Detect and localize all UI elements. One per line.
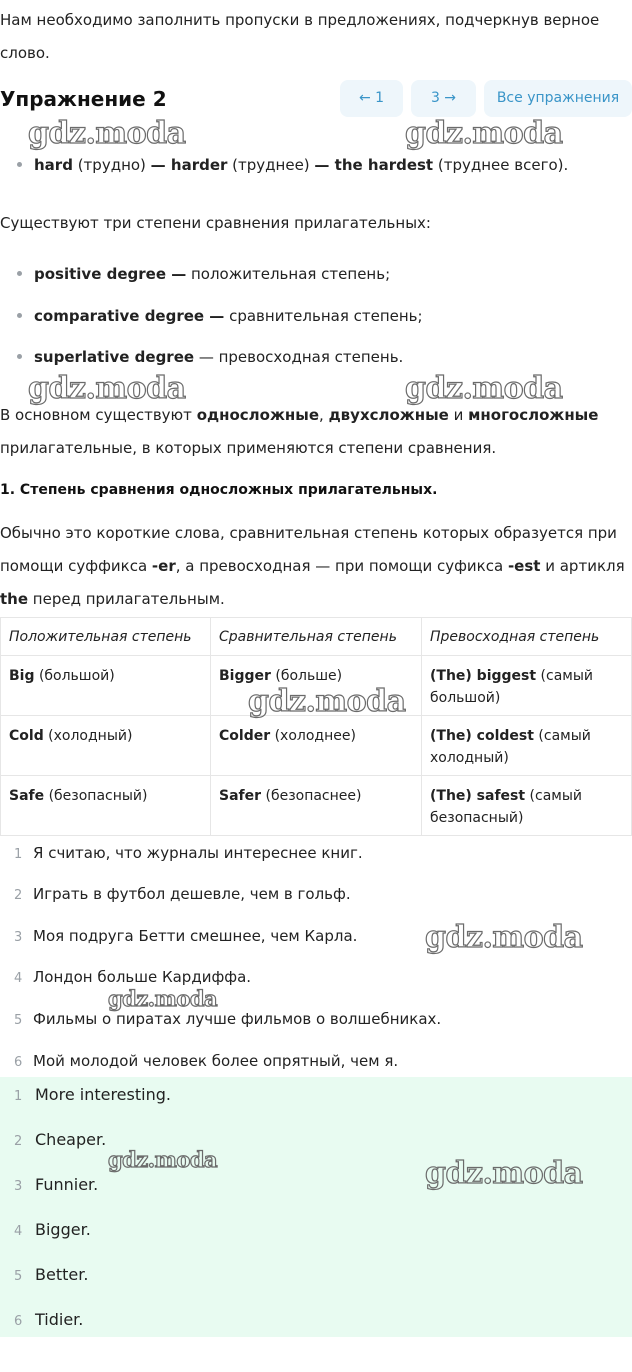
- text-span: перед прилагательным.: [28, 590, 225, 608]
- text-span: , а превосходная — при помощи суфикса: [175, 557, 508, 575]
- comparative: Bigger: [219, 668, 271, 684]
- list-item: [0, 1050, 632, 1074]
- text-span: ,: [319, 406, 329, 424]
- bullet-dot-icon: [17, 162, 22, 167]
- list-item: [0, 842, 632, 866]
- text-span: Обычно это короткие слова, сравнительная степень которых образуется при помощи суффикса: [0, 524, 617, 575]
- watermark: gdz.moda: [108, 986, 218, 1011]
- answer-text: Funnier.: [35, 1175, 99, 1194]
- answer-text: Cheaper.: [35, 1130, 107, 1149]
- answer-block: [0, 1077, 632, 1337]
- table-header-row: [1, 618, 632, 656]
- bullet-dot-icon: [17, 313, 22, 318]
- degree-description: — превосходная степень.: [194, 348, 404, 366]
- table-row: [1, 716, 632, 776]
- list-item: [0, 1084, 171, 1108]
- degrees-intro: Существуют три степени сравнения прилагательных:: [0, 214, 431, 232]
- translation: (самый безопасный): [430, 788, 582, 826]
- degree-term: positive degree —: [34, 265, 187, 283]
- watermark: gdz.moda: [248, 684, 406, 719]
- list-item: [0, 1008, 632, 1032]
- item-number: 2: [14, 888, 23, 903]
- table-cell: [1, 776, 211, 836]
- exercise-title: Упражнение 2: [0, 87, 167, 111]
- answer-text: Tidier.: [35, 1310, 84, 1329]
- section-title: 1. Степень сравнения односложных прилагательных.: [0, 482, 438, 498]
- table-row: [1, 656, 632, 716]
- hardest-translation: (труднее всего).: [433, 156, 569, 174]
- table-cell: [211, 716, 422, 776]
- translation: (самый холодный): [430, 728, 591, 766]
- harder-word: — harder: [150, 156, 228, 174]
- all-exercises-button[interactable]: Все упражнения: [484, 80, 632, 117]
- list-item: [0, 883, 632, 907]
- task-text: Играть в футбол дешевле, чем в гольф.: [33, 885, 351, 903]
- task-text: Мой молодой человек более опрятный, чем я.: [33, 1052, 399, 1070]
- watermark: gdz.moda: [405, 116, 563, 151]
- list-item: [0, 1129, 106, 1153]
- degree-description: положительная степень;: [186, 265, 391, 283]
- degree-description: сравнительная степень;: [224, 307, 423, 325]
- table-cell: [1, 716, 211, 776]
- table-header: Сравнительная степень: [211, 618, 422, 656]
- item-number: 4: [14, 1224, 23, 1239]
- degree-term: comparative degree —: [34, 307, 225, 325]
- translation: (холоднее): [270, 728, 356, 744]
- item-number: 4: [14, 971, 23, 986]
- next-exercise-button[interactable]: 3 →: [411, 80, 476, 117]
- text-span: и артикля: [540, 557, 625, 575]
- comparison-table: [0, 617, 632, 836]
- translation: (безопасный): [44, 788, 148, 804]
- table-cell: [422, 776, 632, 836]
- degree-item: [0, 305, 423, 327]
- polysyllabic-term: многосложные: [468, 406, 599, 424]
- adjective-types-paragraph: [0, 399, 625, 465]
- item-number: 2: [14, 1134, 23, 1149]
- hard-word: hard: [34, 156, 73, 174]
- text-span: В основном существуют: [0, 406, 197, 424]
- text-span: и: [448, 406, 469, 424]
- comparative: Safer: [219, 788, 262, 804]
- list-item: [0, 1174, 98, 1198]
- translation: (больше): [270, 668, 343, 684]
- table-cell: [211, 656, 422, 716]
- item-number: 5: [14, 1013, 23, 1028]
- list-item: [0, 925, 632, 949]
- list-item: [0, 1309, 83, 1333]
- table-cell: [211, 776, 422, 836]
- monosyllabic-term: односложные: [196, 406, 320, 424]
- exercise-header: [0, 80, 632, 118]
- hardest-word: — the hardest: [314, 156, 434, 174]
- table-cell: [422, 716, 632, 776]
- item-number: 6: [14, 1314, 23, 1329]
- watermark: gdz.moda: [28, 116, 186, 151]
- adjective: Big: [9, 668, 35, 684]
- harder-translation: (труднее): [227, 156, 315, 174]
- task-text: Моя подруга Бетти смешнее, чем Карла.: [33, 927, 358, 945]
- item-number: 3: [14, 1179, 23, 1194]
- item-number: 1: [14, 1089, 23, 1104]
- adjective: Safe: [9, 788, 45, 804]
- table-cell: [1, 656, 211, 716]
- instruction-text: Нам необходимо заполнить пропуски в предложениях, подчеркнув верное слово.: [0, 11, 600, 62]
- superlative: (The) biggest: [430, 668, 537, 684]
- rule-paragraph: [0, 517, 625, 616]
- table-header: Положительная степень: [1, 618, 211, 656]
- list-item: [0, 1219, 91, 1243]
- task-text: Лондон больше Кардиффа.: [33, 968, 252, 986]
- list-item: [0, 966, 632, 990]
- answer-text: More interesting.: [35, 1085, 171, 1104]
- translation: (холодный): [43, 728, 133, 744]
- bullet-dot-icon: [17, 271, 22, 276]
- bullet-dot-icon: [17, 354, 22, 359]
- item-number: 5: [14, 1269, 23, 1284]
- table-row: [1, 776, 632, 836]
- suffix-er: -er: [151, 557, 176, 575]
- comparative: Colder: [219, 728, 271, 744]
- translation: (безопаснее): [261, 788, 362, 804]
- translation: (самый большой): [430, 668, 593, 706]
- item-number: 6: [14, 1055, 23, 1070]
- watermark: gdz.moda: [28, 371, 186, 406]
- degree-item: [0, 263, 390, 285]
- disyllabic-term: двухсложные: [328, 406, 449, 424]
- answer-text: Bigger.: [35, 1220, 91, 1239]
- degree-item: [0, 346, 403, 368]
- article-the: the: [0, 590, 29, 608]
- suffix-est: -est: [507, 557, 541, 575]
- list-item: [0, 1264, 88, 1288]
- item-number: 3: [14, 930, 23, 945]
- adjective: Cold: [9, 728, 44, 744]
- item-number: 1: [14, 847, 23, 862]
- text-span: прилагательные, в которых применяются степени сравнения.: [0, 439, 497, 457]
- watermark: gdz.moda: [405, 371, 563, 406]
- task-text: Фильмы о пиратах лучше фильмов о волшебниках.: [33, 1010, 442, 1028]
- superlative: (The) safest: [430, 788, 526, 804]
- translation: (большой): [34, 668, 115, 684]
- table-header: Превосходная степень: [422, 618, 632, 656]
- superlative: (The) coldest: [430, 728, 534, 744]
- watermark: gdz.moda: [425, 920, 583, 955]
- degree-term: superlative degree: [34, 348, 195, 366]
- table-cell: [422, 656, 632, 716]
- hard-translation: (трудно): [72, 156, 151, 174]
- task-text: Я считаю, что журналы интереснее книг.: [33, 844, 363, 862]
- prev-exercise-button[interactable]: ← 1: [340, 80, 403, 117]
- answer-text: Better.: [35, 1265, 89, 1284]
- hard-comparison-item: [0, 154, 568, 176]
